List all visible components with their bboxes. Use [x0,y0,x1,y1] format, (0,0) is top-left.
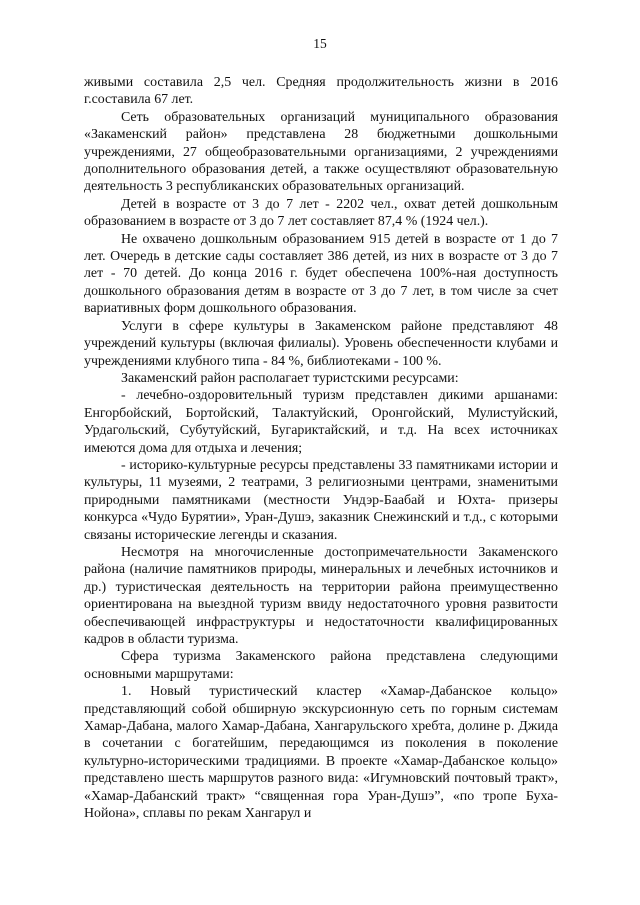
paragraph: Закаменский район располагает туристскими ресурсами: [121,370,459,386]
paragraph: Детей в возрасте от 3 до 7 лет - 2202 чел., охват детей дошкольным образованием в возрасте от 3 до 7 лет составляет 87,4 % (1924 чел.). [84,196,558,230]
document-body [84,74,558,822]
paragraph: Несмотря на многочисленные достопримечательности Закаменского района (наличие памятников природы, минеральных и лечебных источников и др.) туристическая деятельность на территории района преимущественно ориентирована на выездной туризм ввиду недостаточного уровня развитости обеспечивающей инфраструктуры и недостаточности квалифицированных кадров в области туризма. [84,544,558,647]
paragraph: Услуги в сфере культуры в Закаменском районе представляют 48 учреждений культуры (включая филиалы). Уровень обеспеченности клубами и учреждениями клубного типа - 84 %, библиотеками - 100 %. [84,318,558,369]
paragraph: живыми составила 2,5 чел. Средняя продолжительность жизни в 2016 г.составила 67 лет. [84,75,558,108]
paragraph: Сфера туризма Закаменского района представлена следующими основными маршрутами: [84,649,558,682]
page-number: 15 [313,36,327,51]
paragraph: Сеть образовательных организаций муниципального образования «Закаменский район» представлена 28 бюджетными дошкольными учреждениями, 27 общеобразовательными организациями, 2 учреждениями дополнительного образования детей, а также осуществляют образовательную деятельность 3 республиканских образовательных организаций. [84,109,558,195]
list-item: 1. Новый туристический кластер «Хамар-Дабанское кольцо» представляющий собой обширную экскурсионную сеть по горным системам Хамар-Дабана, малого Хамар-Дабана, Хангарульского хребта, долине р. Джида в сочетании с богатейшим, передающимся из поколения в поколение культурно-историческими традициями. В проекте «Хамар-Дабанское кольцо» представлено шесть маршрутов разного вида: «Игумновский почтовый тракт», «Хамар-Дабанский тракт» “священная гора Уран-Душэ”, «по тропе Буха-Нойона», сплавы по рекам Хангарул и [84,684,558,822]
list-item: - историко-культурные ресурсы представлены 33 памятниками истории и культуры, 11 музеями, 2 театрами, 3 религиозными центрами, знаменитыми природными памятниками (местности Ундэр-Баабай и Юхта- призеры конкурса «Чудо Бурятии», Уран-Душэ, заказник Снежинский и т.д., с которыми связаны исторические легенды и сказания. [84,457,558,543]
paragraph: Не охвачено дошкольным образованием 915 детей в возрасте от 1 до 7 лет. Очередь в детские сады составляет 386 детей, из них в возрасте от 3 до 7 лет - 70 детей. До конца 2016 г. будет обеспечена 100%-ная доступность дошкольного образования детям в возрасте от 3 до 7 лет, в том числе за счет вариативных форм дошкольного образования. [84,231,558,317]
list-item: - лечебно-оздоровительный туризм представлен дикими аршанами: Енгорбойский, Бортойский, Талактуйский, Оронгойский, Мулистуйский, Урдагольский, Субутуйский, Бугариктайский, и т.д. На всех источниках имеются дома для отдыха и лечения; [84,388,558,456]
